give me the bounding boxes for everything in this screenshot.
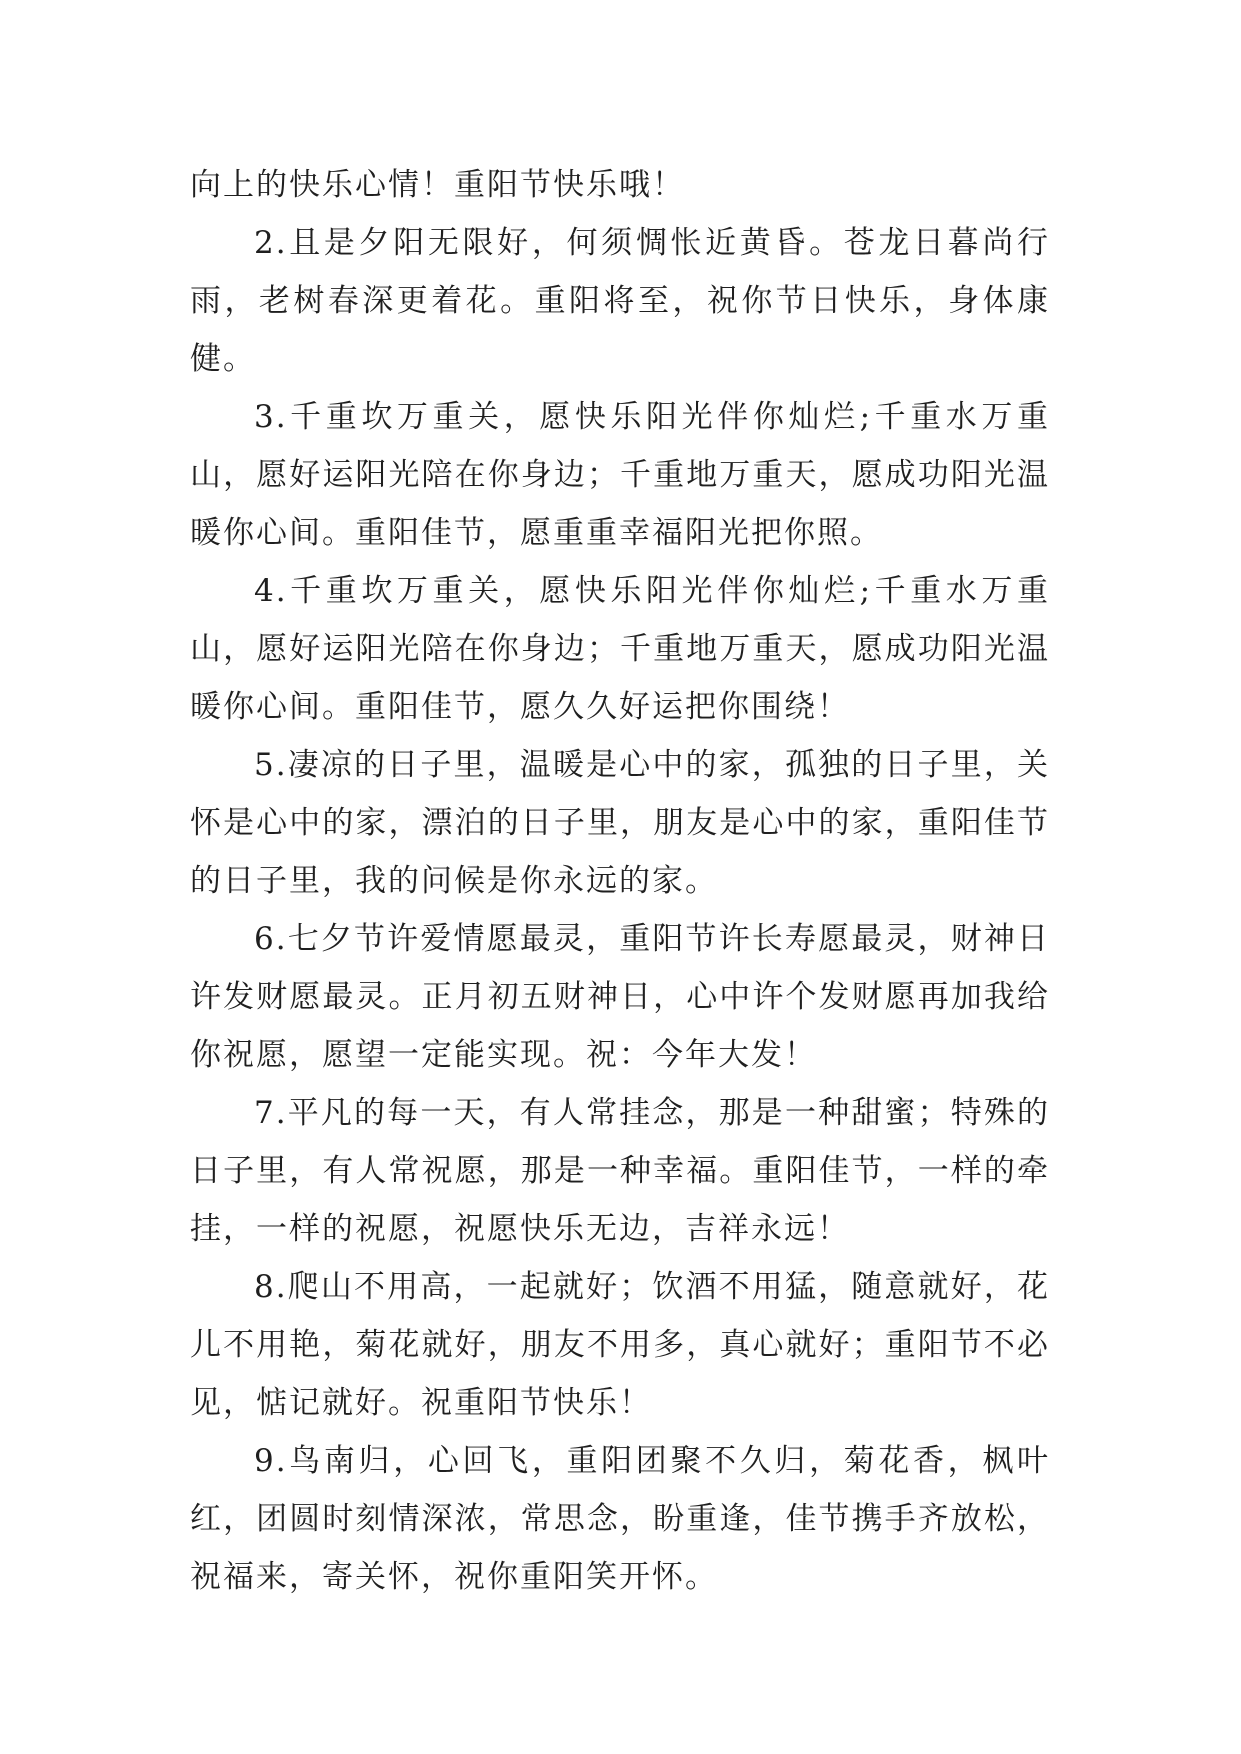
paragraph-item-5: 5.凄凉的日子里，温暖是心中的家，孤独的日子里，关怀是心中的家，漂泊的日子里，朋友是心中的家，重阳佳节的日子里，我的问候是你永远的家。 — [190, 747, 1050, 899]
document-body — [190, 156, 1050, 1606]
paragraph-item-4: 4.千重坎万重关，愿快乐阳光伴你灿烂;千重水万重山，愿好运阳光陪在你身边；千重地万重天，愿成功阳光温暖你心间。重阳佳节，愿久久好运把你围绕！ — [190, 573, 1050, 725]
paragraph-item-3: 3.千重坎万重关，愿快乐阳光伴你灿烂;千重水万重山，愿好运阳光陪在你身边；千重地万重天，愿成功阳光温暖你心间。重阳佳节，愿重重幸福阳光把你照。 — [190, 399, 1050, 551]
paragraph-item-7: 7.平凡的每一天，有人常挂念，那是一种甜蜜；特殊的日子里，有人常祝愿，那是一种幸福。重阳佳节，一样的牵挂，一样的祝愿，祝愿快乐无边，吉祥永远！ — [190, 1095, 1050, 1247]
paragraph-continuation: 向上的快乐心情！重阳节快乐哦！ — [190, 167, 685, 203]
paragraph-item-6: 6.七夕节许爱情愿最灵，重阳节许长寿愿最灵，财神日许发财愿最灵。正月初五财神日，心中许个发财愿再加我给你祝愿，愿望一定能实现。祝：今年大发！ — [190, 921, 1050, 1073]
paragraph-item-8: 8.爬山不用高，一起就好；饮酒不用猛，随意就好，花儿不用艳，菊花就好，朋友不用多，真心就好；重阳节不必见，惦记就好。祝重阳节快乐！ — [190, 1269, 1050, 1421]
paragraph-item-2: 2.且是夕阳无限好，何须惆怅近黄昏。苍龙日暮尚行雨，老树春深更着花。重阳将至，祝你节日快乐，身体康健。 — [190, 225, 1050, 377]
paragraph-item-9: 9.鸟南归，心回飞，重阳团聚不久归，菊花香，枫叶红，团圆时刻情深浓，常思念，盼重逢，佳节携手齐放松，祝福来，寄关怀，祝你重阳笑开怀。 — [190, 1443, 1050, 1595]
